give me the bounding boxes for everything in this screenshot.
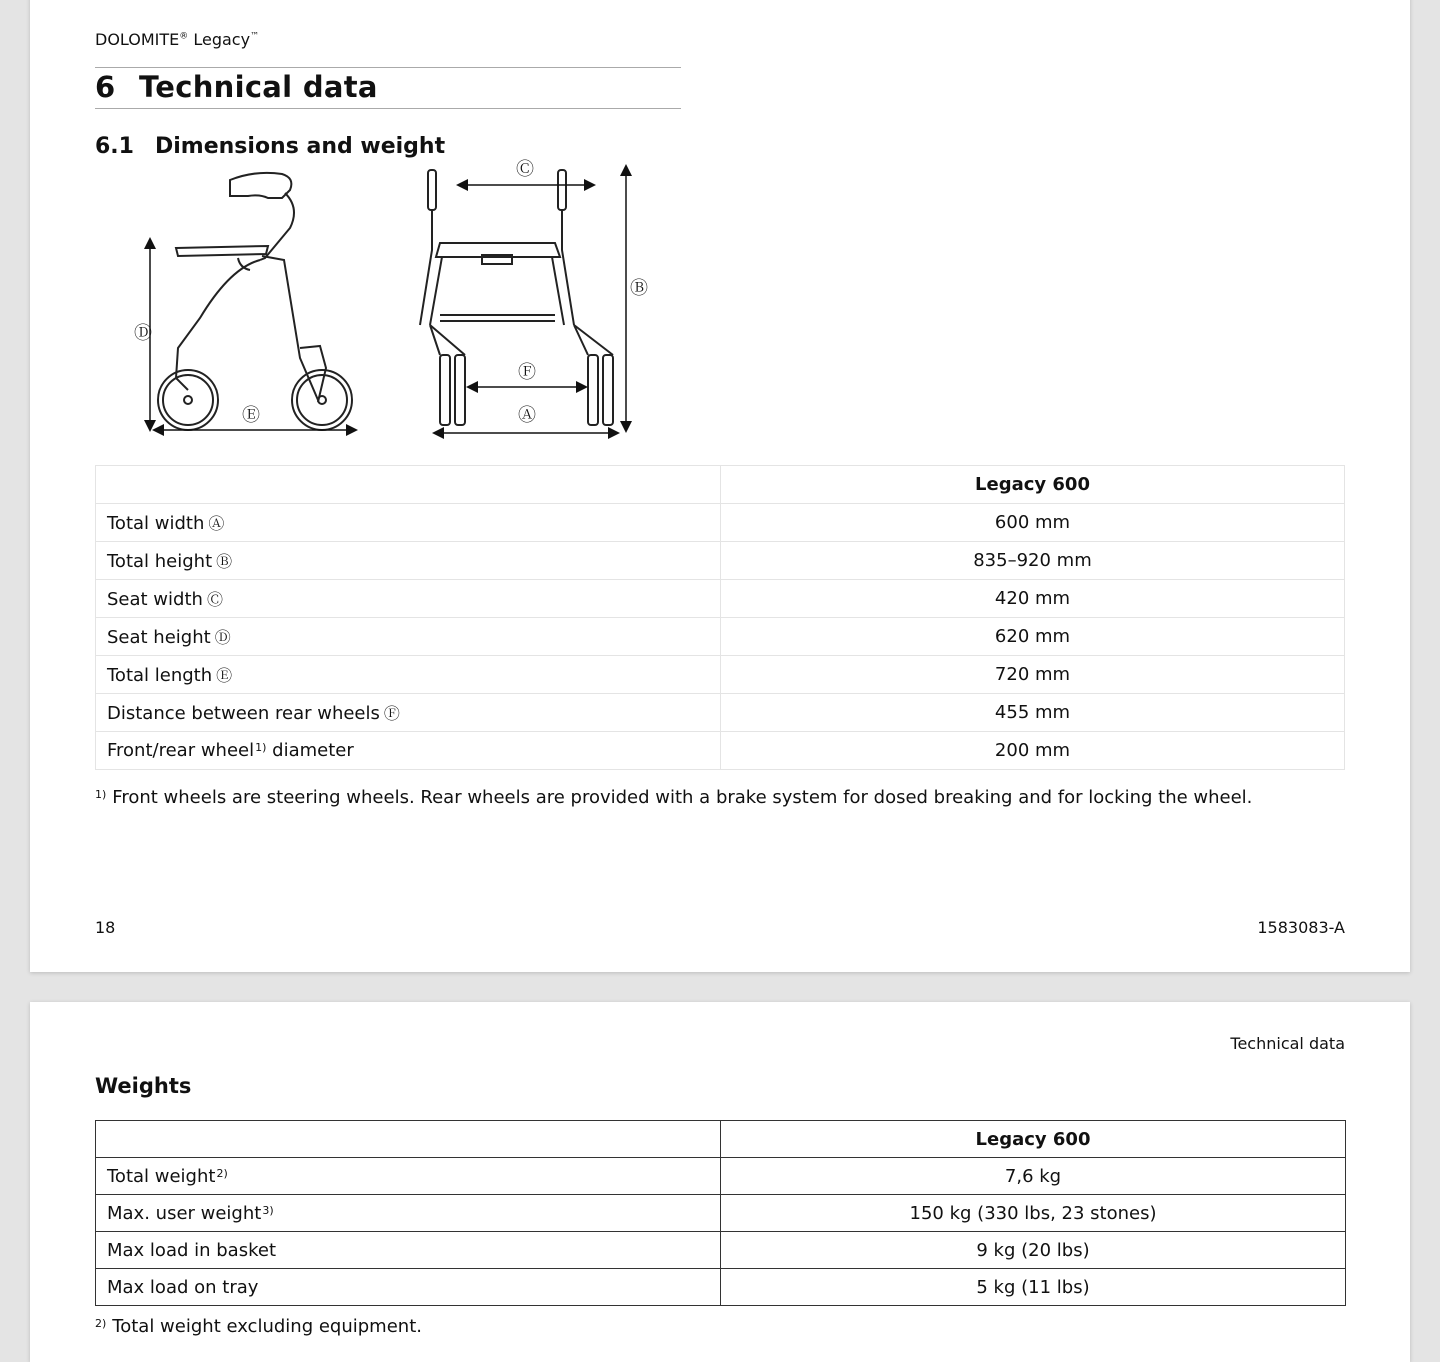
table-row (96, 656, 1345, 694)
header-empty-cell (96, 466, 721, 504)
footnote-2 (95, 1316, 422, 1337)
label-c: Ⓒ (516, 159, 534, 180)
table-row (96, 618, 1345, 656)
document-page-19 (30, 1002, 1410, 1362)
table-row (96, 1158, 1346, 1195)
row-value: 7,6 kg (721, 1158, 1346, 1195)
document-page-18 (30, 0, 1410, 972)
row-label-text: Total length (107, 665, 213, 686)
page-number: 18 (95, 918, 116, 937)
row-symbol: Ⓓ (214, 628, 231, 647)
table-row (96, 504, 1345, 542)
row-value: 150 kg (330 lbs, 23 stones) (721, 1195, 1346, 1232)
table-header-row (96, 1121, 1346, 1158)
row-label-text: Seat width (107, 589, 203, 610)
row-label-text: Front/rear wheel (107, 740, 255, 761)
row-symbol: Ⓒ (206, 590, 223, 609)
row-label (96, 618, 721, 656)
row-label (96, 1232, 721, 1269)
row-label (96, 656, 721, 694)
table-row (96, 694, 1345, 732)
brand-model: Legacy (193, 30, 251, 49)
row-value: 9 kg (20 lbs) (721, 1232, 1346, 1269)
row-label-text: Max. user weight (107, 1202, 262, 1224)
weights-table (95, 1120, 1346, 1306)
row-label (96, 694, 721, 732)
row-label-text: Seat height (107, 627, 211, 648)
row-label (96, 580, 721, 618)
row-label-text: Max load in basket (107, 1239, 277, 1261)
footnote-mark: 2) (95, 1317, 107, 1330)
registered-mark: ® (179, 31, 189, 42)
weights-title: Weights (95, 1074, 192, 1098)
dimensions-table (95, 465, 1345, 770)
row-symbol: Ⓐ (208, 514, 225, 533)
row-label (96, 1269, 721, 1306)
label-a: Ⓐ (518, 405, 536, 426)
row-label (96, 542, 721, 580)
table-row (96, 580, 1345, 618)
header-rule-bottom (95, 108, 681, 109)
row-label-text: Total height (107, 551, 213, 572)
brand-header (95, 30, 259, 49)
row-value: 620 mm (721, 618, 1345, 656)
trademark-mark: ™ (250, 31, 260, 42)
label-b: Ⓑ (630, 278, 648, 299)
table-row (96, 1195, 1346, 1232)
table-row (96, 542, 1345, 580)
chapter-number: 6 (95, 70, 116, 104)
chapter-title (95, 70, 378, 104)
row-value: 200 mm (721, 732, 1345, 770)
row-value: 720 mm (721, 656, 1345, 694)
table-row (96, 1232, 1346, 1269)
row-label-text: Total weight (107, 1165, 216, 1187)
footnote-ref: 2) (216, 1166, 228, 1180)
row-value: 835–920 mm (721, 542, 1345, 580)
row-symbol: Ⓕ (383, 704, 400, 723)
label-f: Ⓕ (518, 362, 536, 383)
header-rule-top (95, 67, 681, 68)
footnote-text: Front wheels are steering wheels. Rear wheels are provided with a brake system for dosed breaking and for locking the wheel. (112, 787, 1253, 808)
footnote-mark: 1) (95, 788, 107, 801)
label-e: Ⓔ (242, 405, 260, 426)
table-row (96, 732, 1345, 770)
chapter-title-text: Technical data (139, 70, 378, 104)
row-label (96, 1195, 721, 1232)
header-model: Legacy 600 (721, 466, 1345, 504)
row-symbol: Ⓔ (216, 666, 233, 685)
row-label-text: Max load on tray (107, 1276, 259, 1298)
row-value: 420 mm (721, 580, 1345, 618)
row-label-suffix: diameter (272, 740, 354, 761)
footnote-1 (95, 787, 1252, 808)
footnote-ref: 3) (262, 1203, 274, 1217)
document-number: 1583083-A (1257, 918, 1345, 937)
table-header-row (96, 466, 1345, 504)
running-header: Technical data (1230, 1034, 1345, 1053)
section-number: 6.1 (95, 134, 134, 159)
footnote-text: Total weight excluding equipment. (112, 1316, 422, 1337)
row-value: 455 mm (721, 694, 1345, 732)
label-d: Ⓓ (134, 323, 152, 344)
row-value: 600 mm (721, 504, 1345, 542)
footnote-ref: 1) (255, 741, 267, 754)
row-symbol: Ⓑ (216, 552, 233, 571)
rollator-side-view-diagram (90, 168, 370, 448)
rollator-rear-view-diagram (400, 159, 648, 450)
brand-name: DOLOMITE (95, 30, 180, 49)
row-label (96, 732, 721, 770)
section-title (95, 134, 445, 159)
row-label-text: Distance between rear wheels (107, 703, 380, 724)
row-label (96, 1158, 721, 1195)
section-title-text: Dimensions and weight (155, 134, 446, 159)
header-model: Legacy 600 (721, 1121, 1346, 1158)
row-label (96, 504, 721, 542)
row-label-text: Total width (107, 513, 205, 534)
table-row (96, 1269, 1346, 1306)
row-value: 5 kg (11 lbs) (721, 1269, 1346, 1306)
header-empty-cell (96, 1121, 721, 1158)
